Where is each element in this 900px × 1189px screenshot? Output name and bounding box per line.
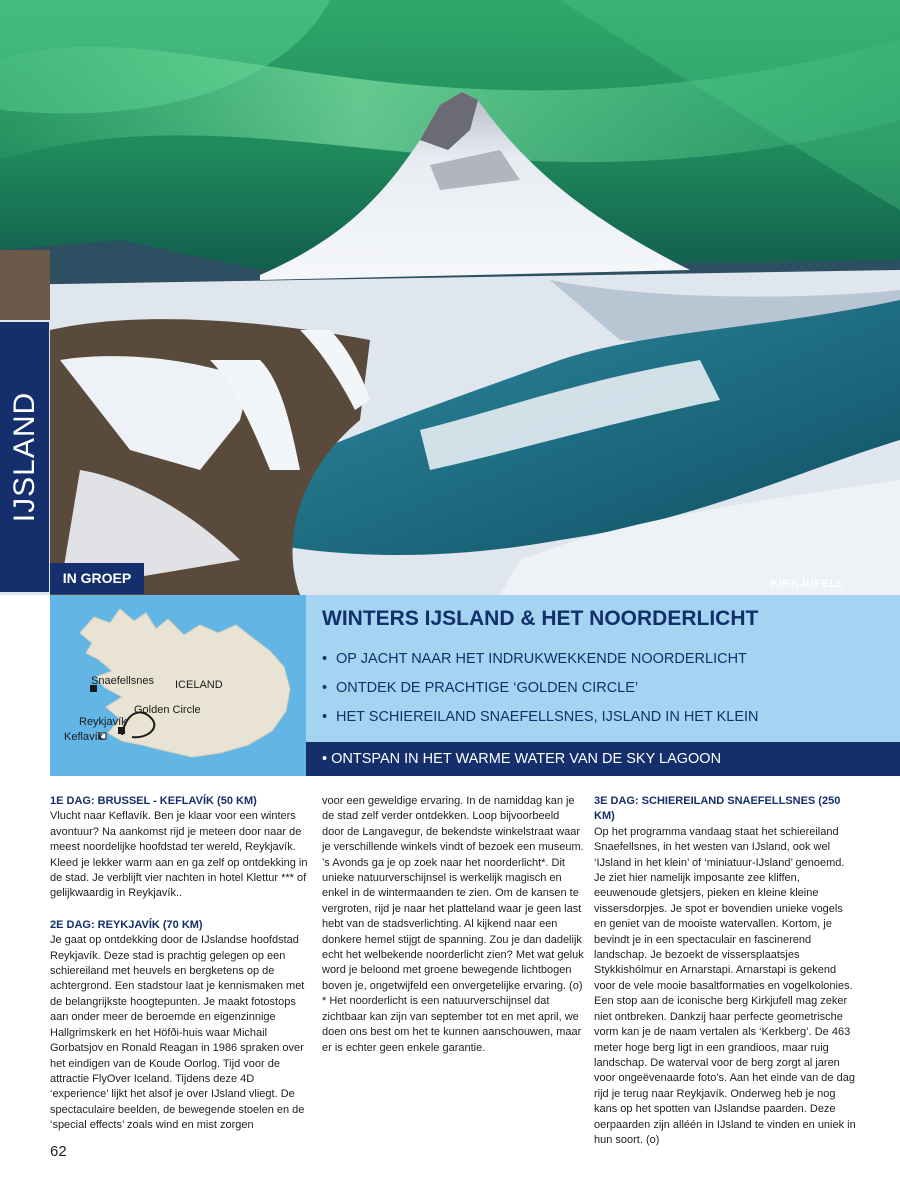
map-label-country: ICELAND	[175, 679, 223, 691]
country-side-tab	[0, 322, 49, 592]
highlights-list	[322, 649, 759, 736]
itinerary-column-2	[322, 794, 584, 1056]
route-map	[50, 595, 306, 776]
list-item	[322, 649, 759, 678]
day2-text-part1: Je gaat op ontdekking door de IJslandse hoofdstad Reykjavík. Deze stad is prachtig gelegen op een schiereiland met heuvels en bergketens op de achtergrond. Een stadstour laat je kennismaken met de belangrijkste hoogtepunten. Je maakt fotostops aan onder meer de beroemde en eigenzinnige Hallgrimskerk en het Höfði-huis waar Michail Gorbatsjov en Ronald Reagan in 1986 spraken over het eindigen van de Koude Oorlog. Tijd voor de attractie FlyOver Iceland. Tijdens deze 4D ‘experience’ lijkt het alsof je over IJsland vliegt. De spectaculaire beelden, de bewegende stoelen en de ‘special effects’ zoals wind en mist zorgen	[50, 934, 305, 1132]
map-label-keflavik: Keflavík	[64, 731, 104, 743]
itinerary-column-1	[50, 794, 312, 1134]
bullet: •	[322, 651, 328, 667]
itinerary-column-3	[594, 794, 856, 1148]
list-item	[322, 707, 759, 736]
bullet: •	[322, 680, 328, 696]
country-tab-label: IJSLAND	[7, 391, 41, 523]
list-item	[322, 678, 759, 707]
photo-caption: KIRKJUFELL	[770, 578, 844, 590]
reykjavik-marker	[118, 727, 125, 734]
day3-text: Op het programma vandaag staat het schiereiland Snaefellsnes, in het westen van IJsland, ook wel ‘IJsland in het klein’ of ‘miniatuur-IJsland’ genoemd. Je ziet hier namelijk imposante zee kliffen, eeuwenoude gletsjers, pieken en kleine kleine vissersdorpjes. Je spot er bovendien unieke vogels en geniet van de mooiste watervallen. Kortom, je bevindt je in een spectaculair en fascinerend landschap. Je bezoekt de vissersplaatsjes Stykkishólmur en Arnarstapi. Arnarstapi is gekend voor de vele mooie basaltformaties en vogelkolonies. Een stop aan de iconische berg Kirkjufell mag zeker niet ontbreken. Dankzij haar perfecte geometrische vorm kan je de naam vertalen als ‘Kerkberg’. De 463 meter hoge berg ligt in een grandioos, maar ruig landschap. De waterval voor de berg zorgt al jaren voor ongeëvenaarde foto’s. Aan het einde van de dag rijd je terug naar Reykjavík. Onderweg heb je nog kans op het spotten van IJslandse paarden. Deze oerpaarden zijn alléén in IJsland te vinden en uniek in hun soort. (o)	[594, 825, 856, 1146]
map-label-snaefellsnes: Snaefellsnes	[91, 675, 154, 687]
highlight-text: OP JACHT NAAR HET INDRUKWEKKENDE NOORDERLICHT	[336, 651, 747, 667]
highlight-text: ONTDEK DE PRACHTIGE ‘GOLDEN CIRCLE’	[336, 680, 639, 696]
extra-highlight-bar	[306, 742, 900, 776]
day1-text: Vlucht naar Keflavík. Ben je klaar voor een winters avontuur? Na aankomst rijd je meteen door naar de meest noordelijke hoofdstad ter wereld, Reykjavík. Kleed je lekker warm aan en ga zelf op ontdekking in de stad. Je verblijft vier nachten in hotel Klettur *** of gelijkwaardig in Reykjavík..	[50, 810, 308, 900]
group-badge: IN GROEP	[50, 563, 144, 594]
page-number: 62	[50, 1143, 67, 1160]
day2-note: * Het noorderlicht is een natuurverschijnsel dat zichtbaar kan zijn van september tot en met april, we doen ons best om het te kunnen aanschouwen, maar er is echter geen enkele garantie.	[322, 995, 582, 1054]
day2-text-part2: voor een geweldige ervaring. In de namiddag kan je de stad zelf verder ontdekken. Loop bijvoorbeeld door de Langavegur, de bekendste winkelstraat waar je verschillende winkels vindt of bezoek een museum. ’s Avonds ga je op zoek naar het noorderlicht*. Dit unieke natuurverschijnsel is werkelijk magisch en enkel in de wintermaanden te zien. Om de kansen te vergroten, rijd je naar het platteland waar je geen last hebt van de stadsverlichting. Al kijkend naar een donkere hemel stijgt de spanning. Zou je dan dadelijk echt het welbekende noorderlicht zien? Met wat geluk word je beloond met groene bewegende lichtbogen boven je, ongetwijfeld een onvergetelijke ervaring. (o)	[322, 795, 584, 992]
tour-title: WINTERS IJSLAND & HET NOORDERLICHT	[322, 607, 759, 630]
map-label-reykjavik: Reykjavík	[79, 716, 127, 728]
bullet: •	[322, 751, 328, 767]
day2-heading: 2E DAG: REYKJAVÍK (70 KM)	[50, 918, 203, 931]
map-label-golden-circle: Golden Circle	[134, 704, 201, 716]
highlight-text: HET SCHIEREILAND SNAEFELLSNES, IJSLAND IN HET KLEIN	[336, 709, 759, 725]
day1-heading: 1E DAG: BRUSSEL - KEFLAVÍK (50 KM)	[50, 795, 257, 807]
tour-title-panel	[306, 595, 900, 742]
bullet: •	[322, 709, 328, 725]
day3-heading: 3E DAG: SCHIEREILAND SNAEFELLSNES (250 KM)	[594, 795, 841, 823]
extra-highlight-text: ONTSPAN IN HET WARME WATER VAN DE SKY LAGOON	[331, 751, 722, 767]
